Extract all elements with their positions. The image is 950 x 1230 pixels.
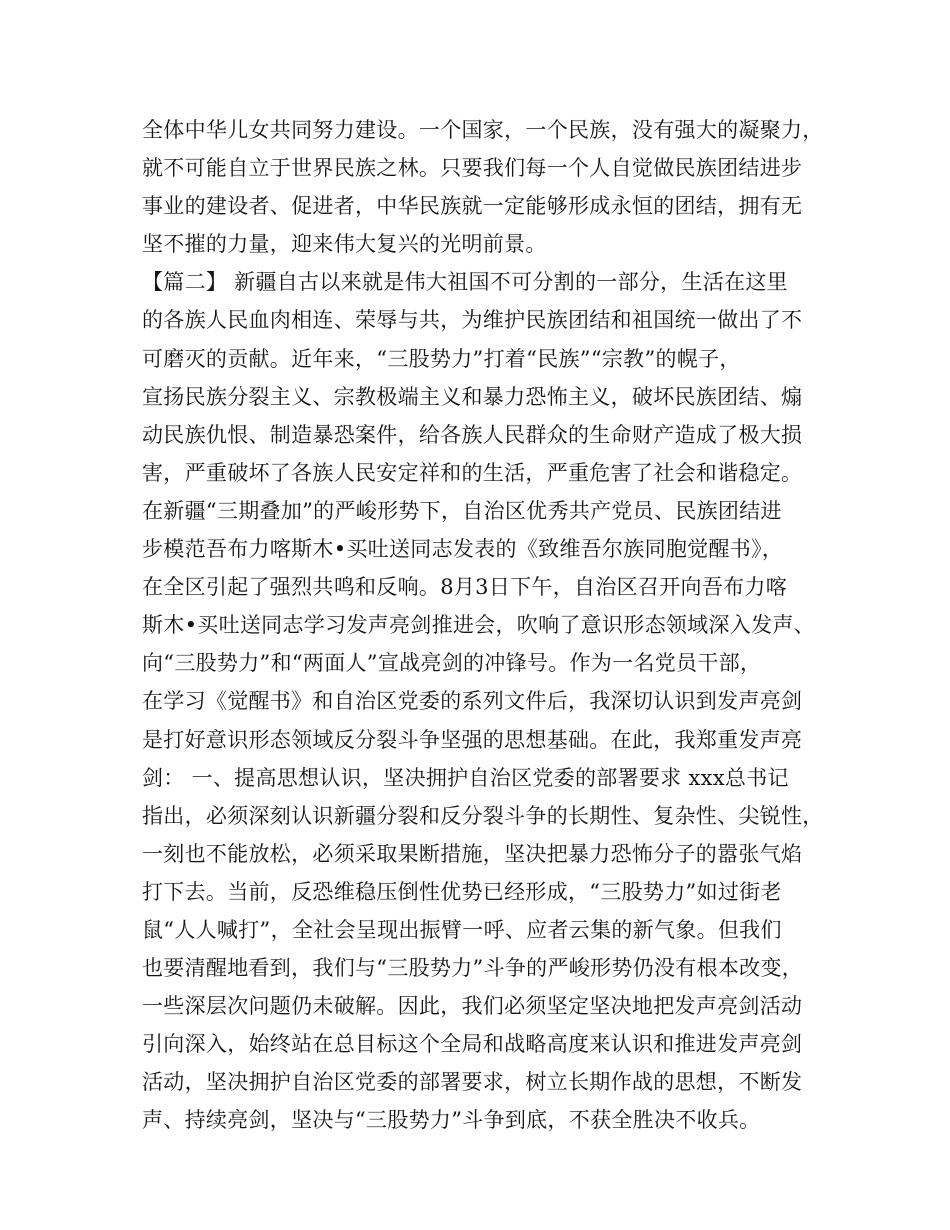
text-line: 步模范吾布力喀斯木•买吐送同志发表的《致维吾尔族同胞觉醒书》， [142, 537, 784, 562]
text-line: 是打好意识形态领域反分裂斗争坚强的思想基础。在此，我郑重发声亮 [142, 727, 803, 752]
text-line: 打下去。当前，反恐维稳压倒性优势已经形成，“三股势力”如过街老 [142, 879, 782, 904]
text-line: 一些深层次问题仍未破解。因此，我们必须坚定坚决地把发声亮剑活动 [142, 994, 803, 1019]
text-line: 【篇二】 新疆自古以来就是伟大祖国不可分割的一部分，生活在这里 [142, 270, 788, 295]
text-line: 声、持续亮剑，坚决与“三股势力”斗争到底，不获全胜决不收兵。 [142, 1108, 761, 1133]
text-line: 可磨灭的贡献。近年来，“三股势力”打着“民族”“宗教”的幌子， [142, 346, 741, 371]
text-line: 引向深入，始终站在总目标这个全局和战略高度来认识和推进发声亮剑 [142, 1032, 803, 1057]
text-line: 坚不摧的力量，迎来伟大复兴的光明前景。 [142, 232, 547, 257]
text-line: 指出，必须深刻认识新疆分裂和反分裂斗争的长期性、复杂性、尖锐性， [142, 803, 824, 828]
text-line: 斯木•买吐送同志学习发声亮剑推进会，吹响了意识形态领域深入发声、 [142, 613, 815, 638]
text-line: 也要清醒地看到，我们与“三股势力”斗争的严峻形势仍没有根本改变， [142, 956, 804, 981]
text-line: 向“三股势力”和“两面人”宣战亮剑的冲锋号。作为一名党员干部， [142, 651, 762, 676]
text-line: 活动，坚决拥护自治区党委的部署要求，树立长期作战的思想，不断发 [142, 1070, 803, 1095]
text-line: 宣扬民族分裂主义、宗教极端主义和暴力恐怖主义，破坏民族团结、煽 [142, 384, 803, 409]
text-line: 在全区引起了强烈共鸣和反响。8月3日下午，自治区召开向吾布力喀 [142, 575, 788, 600]
text-line: 害，严重破坏了各族人民安定祥和的生活，严重危害了社会和谐稳定。 [142, 460, 803, 485]
text-line: 事业的建设者、促进者，中华民族就一定能够形成永恒的团结，拥有无 [142, 194, 803, 219]
text-line: 鼠“人人喊打”，全社会呈现出振臂一呼、应者云集的新气象。但我们 [142, 917, 782, 942]
text-line: 的各族人民血肉相连、荣辱与共，为维护民族团结和祖国统一做出了不 [142, 308, 803, 333]
text-line: 剑： 一、提高思想认识，坚决拥护自治区党委的部署要求 xxx总书记 [142, 765, 789, 790]
text-line: 就不可能自立于世界民族之林。只要我们每一个人自觉做民族团结进步 [142, 156, 803, 181]
text-line: 在新疆“三期叠加”的严峻形势下，自治区优秀共产党员、民族团结进 [142, 498, 782, 523]
text-line: 动民族仇恨、制造暴恐案件，给各族人民群众的生命财产造成了极大损 [142, 422, 803, 447]
text-line: 在学习《觉醒书》和自治区党委的系列文件后，我深切认识到发声亮剑 [142, 689, 803, 714]
text-line: 全体中华儿女共同努力建设。一个国家，一个民族，没有强大的凝聚力， [142, 118, 824, 142]
text-line: 一刻也不能放松，必须采取果断措施，坚决把暴力恐怖分子的嚣张气焰 [142, 841, 803, 866]
document-body [142, 111, 842, 1140]
